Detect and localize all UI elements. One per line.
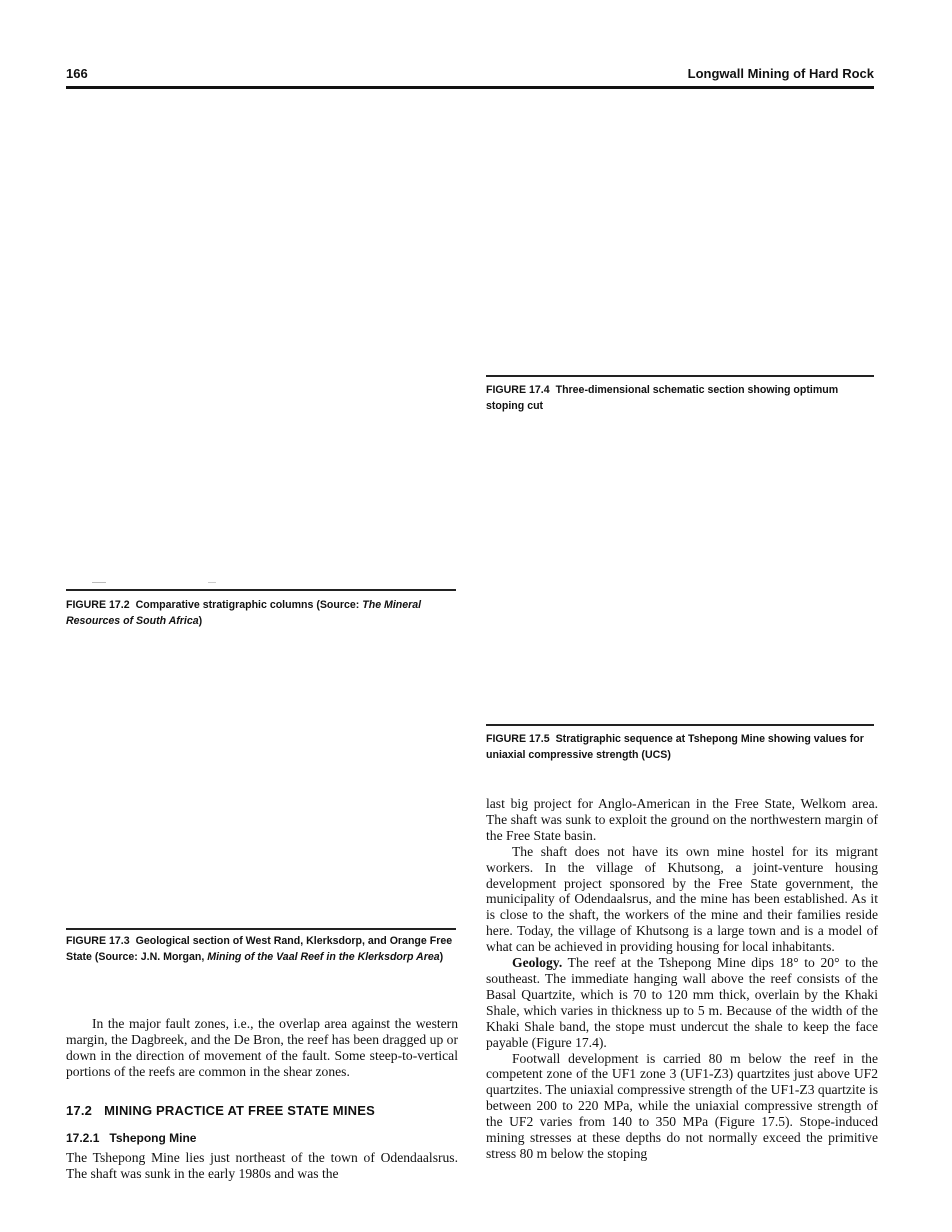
section-title: MINING PRACTICE AT FREE STATE MINES — [104, 1103, 375, 1118]
left-column-tshepong-paragraph — [66, 1150, 458, 1182]
figure-number: FIGURE 17.3 — [66, 935, 130, 947]
figure-17-5-rule — [486, 724, 874, 726]
header-rule — [66, 86, 874, 89]
figure-source-title: The Mineral Resources of South Africa — [66, 599, 422, 627]
figure-number: FIGURE 17.5 — [486, 733, 550, 745]
page-number: 166 — [66, 66, 88, 81]
figure-number: FIGURE 17.2 — [66, 599, 130, 611]
paragraph-hostel: The shaft does not have its own mine hostel for its migrant workers. In the village of Khutsong, a joint-venture housing development project sponsored by the Free State government, the municipality of Odendaalsrus, and the mine has been established. As it is close to the shaft, the workers of the mine and their families reside here. Today, the village of Khutsong is a large town and is a model of what can be achieved in providing housing for local inhabitants. — [486, 843, 878, 955]
running-title: Longwall Mining of Hard Rock — [687, 66, 874, 81]
scan-speck — [92, 582, 106, 583]
paragraph-geology — [486, 955, 878, 1050]
figure-number: FIGURE 17.4 — [486, 384, 550, 396]
figure-17-2-rule — [66, 589, 456, 591]
paragraph-footwall: Footwall development is carried 80 m below the reef in the competent zone of the UF1 zone 3 (UF1-Z3) quartzites just above UF2 quartzites. The uniaxial compressive strength of the UF1-Z3 quartzite is between 200 to 220 MPa, while the uniaxial compressive strength of the UF2 varies from 140 to 350 MPa (Figure 17.5). Stope-induced mining stresses at these depths do not normally exceed the primitive stress 80 m below the stoping — [486, 1050, 878, 1161]
figure-17-2-caption — [66, 597, 458, 629]
paragraph: The Tshepong Mine lies just northeast of the town of Odendaalsrus. The shaft was sunk in the early 1980s and was the — [66, 1150, 458, 1181]
paragraph: In the major fault zones, i.e., the overlap area against the western margin, the Dagbreek, and the De Bron, the reef has been dragged up or down in the direction of movement of the fault. Some steep-to-vertical portions of the reefs are common in the shear zones. — [66, 1016, 458, 1079]
scan-speck — [208, 582, 216, 583]
right-column-text — [486, 796, 878, 1162]
figure-source-title: Mining of the Vaal Reef in the Klerksdorp Area — [207, 951, 440, 963]
run-in-heading-geology: Geology. — [512, 955, 563, 971]
geology-text: The reef at the Tshepong Mine dips 18° to 20° to the southeast. The immediate hanging wall above the reef consists of the Basal Quartzite, which is 70 to 120 mm thick, overlain by the Khaki Shale, which varies in thickness up to 5 m. Because of the width of the Khaki Shale band, the stope must undercut the shale to keep the face payable (Figure 17.4). — [486, 955, 878, 1050]
section-heading-17-2 — [66, 1103, 375, 1118]
figure-caption-text: Geological section of West Rand, Klerksdorp, and Orange Free State (Source: J.N. Morgan, — [66, 935, 453, 963]
subsection-heading-17-2-1 — [66, 1131, 196, 1145]
subsection-title: Tshepong Mine — [109, 1131, 197, 1145]
section-number: 17.2 — [66, 1103, 93, 1118]
figure-caption-end: ) — [439, 951, 444, 963]
figure-caption-text: Comparative stratigraphic columns (Source: — [135, 599, 363, 611]
left-column-fault-paragraph — [66, 1016, 458, 1080]
subsection-number: 17.2.1 — [66, 1131, 100, 1145]
figure-17-3-caption — [66, 933, 458, 965]
figure-caption-text: Stratigraphic sequence at Tshepong Mine showing values for uniaxial compressive strength (UCS) — [486, 733, 864, 761]
figure-caption-text: Three-dimensional schematic section showing optimum stoping cut — [486, 384, 839, 412]
figure-17-4-rule — [486, 375, 874, 377]
figure-17-5-caption — [486, 731, 870, 763]
figure-17-3-rule — [66, 928, 456, 930]
paragraph-continued: last big project for Anglo-American in the Free State, Welkom area. The shaft was sunk to exploit the ground on the northwestern margin of the Free State basin. — [486, 796, 878, 843]
figure-17-4-caption — [486, 382, 878, 414]
figure-caption-end: ) — [198, 615, 203, 627]
